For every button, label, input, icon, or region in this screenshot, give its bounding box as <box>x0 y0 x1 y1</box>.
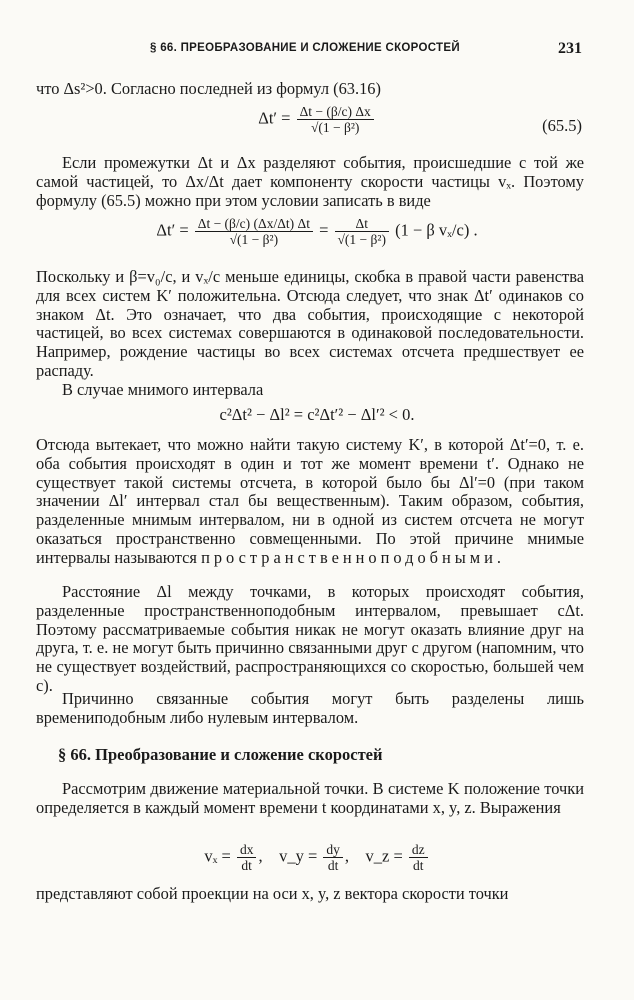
paragraph-2 <box>36 154 584 210</box>
eq-vz: v_z = <box>365 846 403 866</box>
equation-velocity-components: vₓ = $\frac{dx}{dt}$ , v_y = $\frac{dy}{dt}$ , v_z = $\frac{dz}{dt}$ <box>0 842 634 873</box>
paragraph-text: Поскольку и β=v₀/c, и vₓ/c меньше единицы, скобка в правой части равенства для всех систем K′ положительна. Отсюда следует, что знак Δt′ одинаков со знаком Δt. Это означает, что два события, происходящие с некоторой частицей, во всех системах совершаются в одинаковой последовательности. Например, рождение частицы во всех системах отсчета предшествует ее распаду. <box>36 267 584 380</box>
paragraph-text: Если промежутки Δt и Δx разделяют события, происшедшие с той же самой частицей, то Δx/Δt дает компоненту скорости частицы vₓ. Поэтому формулу (65.5) можно при этом условии записать в виде <box>36 153 584 210</box>
paragraph-4 <box>36 381 584 400</box>
eq-fraction-vx <box>237 842 257 873</box>
eq-fraction <box>297 104 374 135</box>
eq-denominator: √(1 − β²) <box>310 120 360 135</box>
equation-65-5 <box>0 104 634 135</box>
paragraph-7 <box>36 690 584 728</box>
eq-numerator: Δt <box>335 216 389 232</box>
paragraph-9 <box>36 885 584 904</box>
eq-equals: = <box>319 220 329 240</box>
eq-vx: vₓ = <box>204 846 231 866</box>
eq-fraction-1 <box>195 216 313 247</box>
eq-denominator: dt <box>327 858 339 873</box>
eq-lhs: Δt′ = <box>258 108 291 128</box>
page-header <box>0 40 634 62</box>
equation-imaginary-interval <box>0 405 634 425</box>
eq-denominator: dt <box>241 858 252 873</box>
eq-denominator: √(1 − β²) <box>337 232 386 247</box>
eq-fraction-vy <box>323 842 343 873</box>
equation-number: (65.5) <box>542 116 582 135</box>
paragraph-1 <box>36 80 584 99</box>
eq-numerator: dz <box>409 842 428 858</box>
paragraph-5 <box>36 436 584 568</box>
running-head: § 66. ПРЕОБРАЗОВАНИЕ И СЛОЖЕНИЕ СКОРОСТЕЙ <box>150 42 460 54</box>
page-number: 231 <box>558 40 582 57</box>
paragraph-text: Рассмотрим движение материальной точки. В системе K положение точки определяется в каждый момент времени t координатами x, y, z. Выражения <box>36 779 584 817</box>
eq-fraction-2 <box>335 216 389 247</box>
paragraph-text: Причинно связанные события могут быть разделены лишь времениподобным либо нулевым интервалом. <box>36 689 584 727</box>
paragraph-8 <box>36 780 584 818</box>
eq-numerator: dy <box>323 842 343 858</box>
eq-bracket: (1 − β vₓ/c) . <box>395 220 478 240</box>
paragraph-text: Расстояние Δl между точками, в которых происходят события, разделенные пространственноподобным интервалом, превышает cΔt. Поэтому рассматриваемые события никак не могут оказать влияние друг на друга, т. е. не могут быть причинно связанными друг с другом (напомним, что не существует воздействий, распространяющихся со скоростью, большей чем c). <box>36 582 584 695</box>
paragraph-body: Отсюда вытекает, что можно найти такую систему K′, в которой Δt′=0, т. е. оба события происходят в один и тот же момент времени t′. Однако не существует такой системы отсчета, в которой было бы Δl′=0 (при таком значении Δl′ интервал стал бы вещественным). Таким образом, события, разделенные мнимым интервалом, ни в одной из систем отсчета не могут оказаться пространственно совмещенными. По этой причине мнимые интервалы называются <box>36 435 584 567</box>
paragraph-3 <box>36 268 584 381</box>
eq-fraction-vz <box>409 842 428 873</box>
paragraph-text: представляют собой проекции на оси x, y, z вектора скорости точки <box>36 884 509 903</box>
eq-text: c²Δt² − Δl² = c²Δt′² − Δl′² < 0. <box>219 405 415 424</box>
paragraph-text <box>36 436 584 568</box>
eq-lhs: Δt′ = <box>156 220 189 240</box>
eq-denominator: dt <box>413 858 424 873</box>
paragraph-text: В случае мнимого интервала <box>62 380 264 399</box>
eq-numerator: Δt − (β/c) Δx <box>297 104 374 120</box>
eq-numerator: dx <box>237 842 257 858</box>
eq-numerator: Δt − (β/c) (Δx/Δt) Δt <box>195 216 313 232</box>
paragraph-6 <box>36 583 584 696</box>
eq-vy: v_y = <box>279 846 318 866</box>
emphasized-term: пространственноподобными. <box>201 547 506 567</box>
paragraph-text: что Δs²>0. Согласно последней из формул (63.16) <box>36 79 381 98</box>
section-heading: § 66. Преобразование и сложение скоростей <box>58 745 383 764</box>
eq-denominator: √(1 − β²) <box>229 232 279 247</box>
equation-velocity-form <box>0 216 634 247</box>
